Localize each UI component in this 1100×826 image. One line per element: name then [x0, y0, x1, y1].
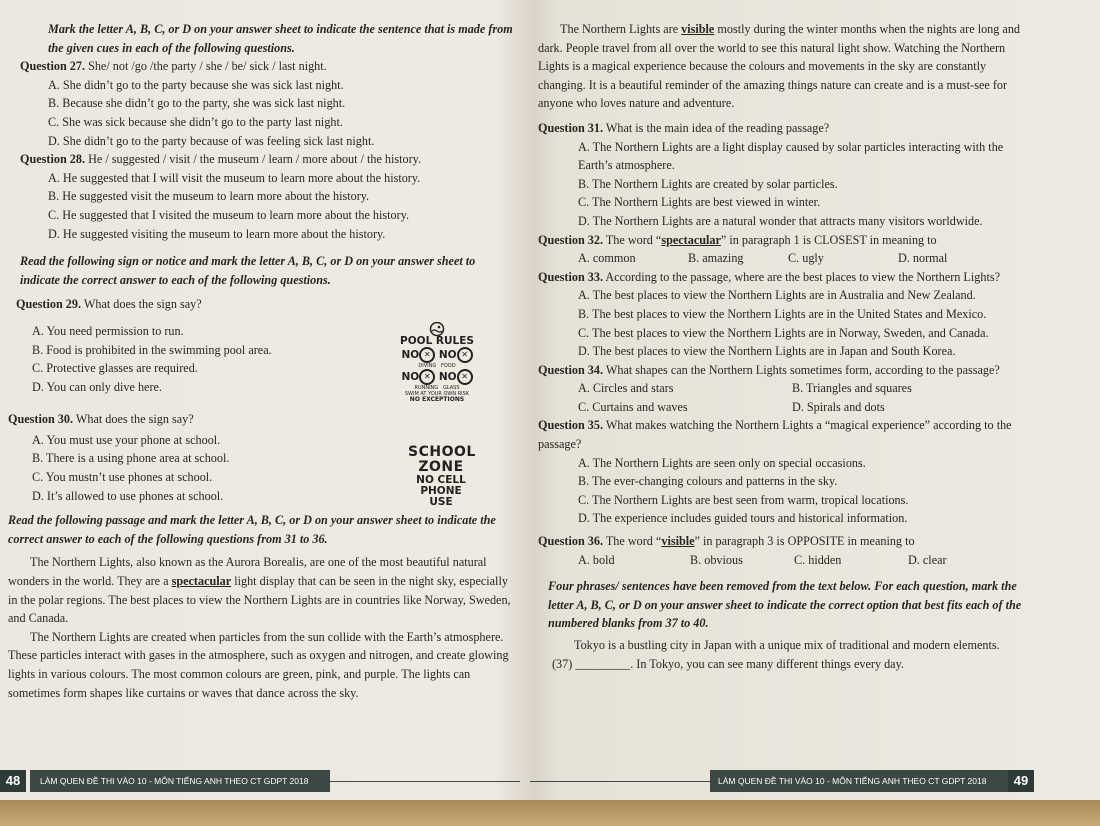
- question-36-word: visible: [661, 534, 695, 549]
- para1-text-a: The Northern Lights, also known as the Aurora Borealis, are one of the most beautiful natural wonders in the world. They are a: [8, 555, 487, 589]
- no-diving-icon: ✕: [419, 347, 435, 363]
- option-29b: B. Food is prohibited in the swimming pool area.: [32, 342, 272, 357]
- option-27a: A. She didn’t go to the party because she was sick last night.: [48, 77, 344, 92]
- word-visible: visible: [681, 22, 715, 36]
- caption-food: FOOD: [441, 363, 456, 369]
- option-34a: A. Circles and stars: [578, 381, 674, 396]
- option-33c: C. The best places to view the Northern Lights are in Norway, Sweden, and Canada.: [578, 325, 989, 340]
- question-29: [8, 295, 513, 314]
- school-zone-line-4: PHONE: [420, 485, 462, 497]
- question-34-prompt: What shapes can the Northern Lights sometimes form, according to the passage?: [605, 362, 1000, 377]
- no-running-icon: ✕: [419, 369, 435, 385]
- option-29a: A. You need permission to run.: [32, 323, 184, 338]
- footer-text-left: LÀM QUEN ĐỀ THI VÀO 10 - MÔN TIẾNG ANH THEO CT GDPT 2018: [40, 776, 309, 786]
- question-36-prompt-b: ” in paragraph 3 is OPPOSITE in meaning to: [694, 534, 915, 549]
- no-food-icon: ✕: [457, 347, 473, 363]
- option-31d: D. The Northern Lights are a natural wonder that attracts many visitors worldwide.: [578, 213, 983, 228]
- option-34c: C. Curtains and waves: [578, 399, 688, 414]
- question-31-label: Question 31.: [538, 120, 604, 135]
- option-36c: C. hidden: [794, 552, 842, 567]
- options-34-row-1: [538, 379, 1028, 398]
- no-glass-label: NO: [438, 371, 457, 383]
- option-31b: B. The Northern Lights are created by solar particles.: [578, 176, 838, 191]
- pool-rules-sign: [400, 322, 474, 403]
- instruction-31-36: Read the following passage and mark the letter A, B, C, or D on your answer sheet to indicate the correct answer to each of the following questions from 31 to 36.: [8, 513, 496, 546]
- pool-rules-exceptions: NO EXCEPTIONS: [409, 396, 465, 403]
- page-number-right: 49: [1008, 770, 1034, 792]
- caption-diving: DIVING: [418, 363, 437, 369]
- school-zone-line-1: SCHOOL: [408, 444, 476, 460]
- pool-rules-row-2: [400, 369, 474, 385]
- footer-text-right: LÀM QUEN ĐỀ THI VÀO 10 - MÔN TIẾNG ANH THEO CT GDPT 2018: [718, 776, 987, 786]
- swimmer-icon: [427, 322, 447, 336]
- question-32: [538, 231, 1028, 250]
- no-diving-label: NO: [401, 349, 420, 361]
- question-30-label: Question 30.: [8, 412, 74, 427]
- caption-glass: GLASS: [442, 385, 460, 391]
- question-27-label: Question 27.: [20, 59, 86, 74]
- question-28-prompt: He / suggested / visit / the museum / learn / more about / the history.: [88, 152, 422, 167]
- option-35c: C. The Northern Lights are best seen from warm, tropical locations.: [578, 492, 909, 507]
- option-27d: D. She didn’t go to the party because of was feeling sick last night.: [48, 133, 375, 148]
- question-32-word: spectacular: [661, 232, 721, 247]
- option-34b: B. Triangles and squares: [792, 381, 912, 396]
- blank-37: (37) _________. In Tokyo, you can see many different things every day.: [552, 656, 904, 671]
- question-33-prompt: According to the passage, where are the best places to view the Northern Lights?: [605, 269, 1000, 284]
- instruction-27-28: Mark the letter A, B, C, or D on your answer sheet to indicate the sentence that is made from the given cues in each of the following questions.: [48, 22, 513, 55]
- pool-rules-risk: SWIM AT YOUR OWN RISK: [404, 391, 470, 397]
- passage-tokyo: Tokyo is a bustling city in Japan with a unique mix of traditional and modern elements.: [574, 638, 1000, 652]
- option-28a: A. He suggested that I will visit the museum to learn more about the history.: [48, 170, 421, 185]
- question-31: [538, 119, 1028, 138]
- option-28c: C. He suggested that I visited the museum to learn more about the history.: [48, 207, 410, 222]
- question-35-prompt: What makes watching the Northern Lights a “magical experience” according to the passage?: [538, 418, 1012, 452]
- question-27-prompt: She/ not /go /the party / she / be/ sick / last night.: [88, 59, 327, 74]
- question-32-prompt-a: The word “: [605, 232, 662, 247]
- table-surface: [0, 800, 1100, 826]
- question-33: [538, 268, 1028, 287]
- question-34-label: Question 34.: [538, 362, 604, 377]
- passage-paragraph-1: [8, 553, 513, 627]
- instruction-29-30: Read the following sign or notice and mark the letter A, B, C, or D on your answer sheet to indicate the correct answer to each of the following questions.: [20, 254, 476, 287]
- options-32: [538, 249, 1028, 268]
- question-35: [538, 416, 1028, 453]
- para3-text-b: mostly during the winter months when the nights are long and dark. People travel from all over the world to see this natural light show. Watching the Northern Lights is a magical experience because the colours and movements in the sky are constantly changing. It is a beautiful reminder of the amazing things nature can create and is a must-see for anyone who loves nature and adventure.: [538, 22, 1021, 111]
- no-running-label: NO: [401, 371, 420, 383]
- option-33d: D. The best places to view the Northern Lights are in Japan and South Korea.: [578, 344, 956, 359]
- question-28-label: Question 28.: [20, 152, 86, 167]
- option-28b: B. He suggested visit the museum to learn more about the history.: [48, 189, 370, 204]
- options-34-row-2: [538, 398, 1028, 417]
- footer-rule-left: [330, 781, 520, 782]
- instruction-37-40: Four phrases/ sentences have been removed from the text below. For each question, mark the letter A, B, C, or D on your answer sheet to indicate the correct option that best fits each of the numbered blanks from 37 to 40.: [548, 579, 1022, 631]
- question-34: [538, 361, 1028, 380]
- option-35d: D. The experience includes guided tours and historical information.: [578, 511, 908, 526]
- caption-running: RUNNING: [414, 385, 439, 391]
- school-zone-line-2: ZONE: [418, 459, 464, 475]
- option-36d: D. clear: [908, 552, 947, 567]
- footer-rule-right: [530, 781, 710, 782]
- option-30c: C. You mustn’t use phones at school.: [32, 470, 213, 485]
- option-36a: A. bold: [578, 552, 615, 567]
- pool-rules-title: POOL RULES: [400, 335, 474, 347]
- option-33a: A. The best places to view the Northern Lights are in Australia and New Zealand.: [578, 288, 976, 303]
- school-zone-sign: [408, 445, 474, 508]
- question-32-prompt-b: ” in paragraph 1 is CLOSEST in meaning to: [720, 232, 937, 247]
- para1-text-b: light display that can be seen in the night sky, especially in the polar regions. The best places to view the Northern Lights are in countries like Norway, Sweden, and Canada.: [8, 574, 511, 626]
- question-36-prompt-a: The word “: [605, 534, 662, 549]
- option-32b: B. amazing: [688, 251, 744, 266]
- option-32d: D. normal: [898, 251, 948, 266]
- option-27b: B. Because she didn’t go to the party, she was sick last night.: [48, 96, 346, 111]
- option-30d: D. It’s allowed to use phones at school.: [32, 488, 224, 503]
- question-29-prompt: What does the sign say?: [83, 297, 202, 312]
- question-29-label: Question 29.: [16, 297, 82, 312]
- option-34d: D. Spirals and dots: [792, 399, 885, 414]
- school-zone-line-3: NO CELL: [416, 474, 466, 486]
- option-36b: B. obvious: [690, 552, 743, 567]
- no-food-label: NO: [438, 349, 457, 361]
- page-number-left: 48: [0, 770, 26, 792]
- option-31a: A. The Northern Lights are a light display caused by solar particles interacting with the Earth’s atmosphere.: [578, 139, 1004, 173]
- school-zone-line-5: USE: [429, 496, 453, 508]
- question-33-label: Question 33.: [538, 269, 604, 284]
- option-33b: B. The best places to view the Northern Lights are in the United States and Mexico.: [578, 306, 987, 321]
- option-28d: D. He suggested visiting the museum to learn more about the history.: [48, 226, 386, 241]
- passage-paragraph-3: [538, 20, 1028, 113]
- option-35a: A. The Northern Lights are seen only on special occasions.: [578, 455, 866, 470]
- question-28: [8, 150, 513, 169]
- question-30-prompt: What does the sign say?: [75, 412, 194, 427]
- question-35-label: Question 35.: [538, 418, 604, 433]
- question-30: [8, 410, 513, 429]
- right-page: [538, 20, 1028, 673]
- option-35b: B. The ever-changing colours and patterns in the sky.: [578, 474, 838, 489]
- question-32-label: Question 32.: [538, 232, 604, 247]
- option-31c: C. The Northern Lights are best viewed in winter.: [578, 195, 821, 210]
- para3-text-a: The Northern Lights are: [560, 22, 682, 36]
- option-32c: C. ugly: [788, 251, 824, 266]
- option-32a: A. common: [578, 251, 636, 266]
- option-29d: D. You can only dive here.: [32, 379, 162, 394]
- question-27: [8, 57, 513, 76]
- pool-rules-row-1: [400, 347, 474, 363]
- no-glass-icon: ✕: [457, 369, 473, 385]
- option-30a: A. You must use your phone at school.: [32, 432, 221, 447]
- word-spectacular: spectacular: [171, 574, 232, 589]
- option-29c: C. Protective glasses are required.: [32, 361, 198, 376]
- option-27c: C. She was sick because she didn’t go to the party last night.: [48, 114, 343, 129]
- question-36-label: Question 36.: [538, 534, 604, 549]
- options-36: [538, 551, 1028, 570]
- question-31-prompt: What is the main idea of the reading passage?: [605, 120, 830, 135]
- passage-paragraph-2: The Northern Lights are created when particles from the sun collide with the Earth’s atmosphere. These particles interact with gases in the atmosphere, such as oxygen and nitrogen, and create glowing lights in various colours. The most common colours are green, pink, and purple. The lights can sometimes form shapes like curtains or waves that dance across the sky.: [8, 629, 509, 700]
- question-36: [538, 532, 1028, 551]
- option-30b: B. There is a using phone area at school.: [32, 451, 230, 466]
